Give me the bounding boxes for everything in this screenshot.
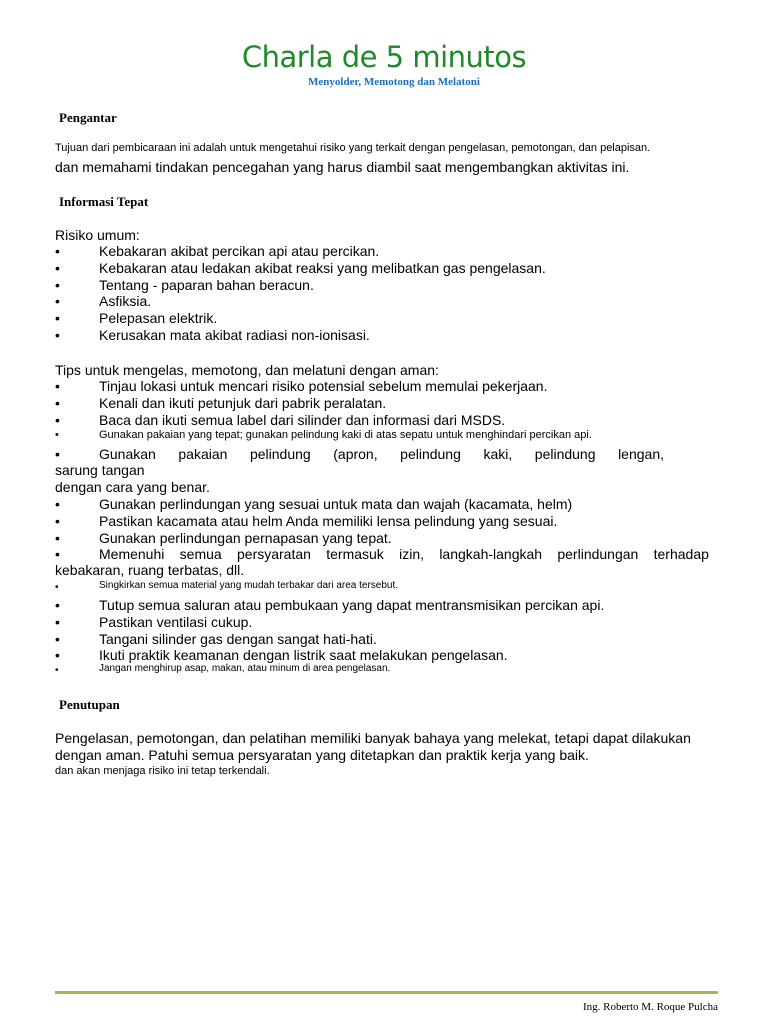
bullet-icon: • <box>55 665 59 676</box>
document-subtitle: Menyolder, Memotong dan Melatoni <box>308 76 480 88</box>
closing-line-3: dan akan menjaga risiko ini tetap terkendali. <box>55 765 270 777</box>
list-item-text: Asfiksia. <box>99 293 152 310</box>
closing-line-2: dengan aman. Patuhi semua persyaratan yang ditetapkan dan praktik kerja yang baik. <box>55 747 589 763</box>
bullet-icon: • <box>55 496 60 512</box>
bullet-icon: • <box>55 613 60 630</box>
list-item-text: Gunakan perlindungan pernapasan yang tepat. <box>99 529 392 546</box>
list-item-text: Kenali dan ikuti petunjuk dari pabrik peralatan. <box>99 394 387 411</box>
closing-line-1: Pengelasan, pemotongan, dan pelatihan memiliki banyak bahaya yang melekat, tetapi dapat dilakukan <box>55 730 691 746</box>
section-heading-closing: Penutupan <box>59 697 120 712</box>
tips-label: Tips untuk mengelas, memotong, dan melatuni dengan aman: <box>55 362 439 378</box>
bullet-icon: • <box>55 630 60 647</box>
section-heading-info: Informasi Tepat <box>59 194 149 209</box>
bullet-icon: • <box>55 310 60 327</box>
list-item-text: Ikuti praktik keamanan dengan listrik saat melakukan pengelasan. <box>99 647 508 664</box>
bullet-icon: • <box>55 411 60 428</box>
bullet-icon: • <box>55 647 60 664</box>
list-item-text: Tentang - paparan bahan beracun. <box>99 276 314 293</box>
list-item-continuation: kebakaran, ruang terbatas, dll. <box>55 562 245 578</box>
document-title: Charla de 5 minutos <box>241 40 527 74</box>
intro-line-1: Tujuan dari pembicaraan ini adalah untuk mengetahui risiko yang terkait dengan pengelasan, pemotongan, dan pelapisan. <box>55 142 651 154</box>
section-heading-intro: Pengantar <box>59 110 117 125</box>
list-item-text: Tutup semua saluran atau pembukaan yang dapat mentransmisikan percikan api. <box>99 597 605 613</box>
bullet-icon: • <box>55 276 60 293</box>
list-item-text: Gunakan pakaian pelindung (apron, pelindung kaki, pelindung lengan, <box>99 446 664 462</box>
list-item-text: Jangan menghirup asap, makan, atau minum di area pengelasan. <box>99 663 391 674</box>
intro-line-2: dan memahami tindakan pencegahan yang harus diambil saat mengembangkan aktivitas ini. <box>55 159 630 175</box>
list-item-text: Kebakaran atau ledakan akibat reaksi yang melibatkan gas pengelasan. <box>99 259 546 276</box>
bullet-icon: • <box>55 446 60 462</box>
bullet-icon: • <box>55 394 60 411</box>
list-item-text: Tangani silinder gas dengan sangat hati-hati. <box>99 630 377 647</box>
list-item-text: Tinjau lokasi untuk mencari risiko potensial sebelum memulai pekerjaan. <box>99 378 548 394</box>
list-item-text: Kebakaran akibat percikan api atau percikan. <box>99 243 380 259</box>
bullet-icon: • <box>55 259 60 276</box>
bullet-icon: • <box>55 582 59 593</box>
bullet-icon: • <box>55 546 60 562</box>
bullet-icon: • <box>55 597 60 613</box>
bullet-icon: • <box>55 327 60 343</box>
footer-rule <box>55 991 718 994</box>
author-name: Ing. Roberto M. Roque Pulcha <box>582 1001 718 1013</box>
bullet-icon: • <box>55 378 60 394</box>
list-item-text: Pastikan ventilasi cukup. <box>99 613 253 630</box>
list-item-text: Gunakan perlindungan yang sesuai untuk mata dan wajah (kacamata, helm) <box>99 496 573 512</box>
bullet-icon: • <box>55 243 60 259</box>
list-item-text: Baca dan ikuti semua label dari silinder dan informasi dari MSDS. <box>99 411 506 428</box>
list-item-text: Kerusakan mata akibat radiasi non-ionisasi. <box>99 327 370 343</box>
list-item-text: Gunakan pakaian yang tepat; gunakan pelindung kaki di atas sepatu untuk menghindari percikan api. <box>99 429 592 441</box>
list-item-text: Singkirkan semua material yang mudah terbakar dari area tersebut. <box>99 580 399 591</box>
bullet-icon: • <box>55 512 60 529</box>
list-item-text: Pastikan kacamata atau helm Anda memiliki lensa pelindung yang sesuai. <box>99 512 558 529</box>
bullet-icon: • <box>55 429 59 441</box>
risks-label: Risiko umum: <box>55 227 140 243</box>
list-item-text: Memenuhi semua persyaratan termasuk izin, langkah-langkah perlindungan terhadap <box>99 546 709 562</box>
list-item-continuation: sarung tangan <box>55 462 145 478</box>
list-item-text: Pelepasan elektrik. <box>99 310 218 327</box>
bullet-icon: • <box>55 529 60 546</box>
list-item-continuation: dengan cara yang benar. <box>55 479 210 495</box>
bullet-icon: • <box>55 293 60 310</box>
